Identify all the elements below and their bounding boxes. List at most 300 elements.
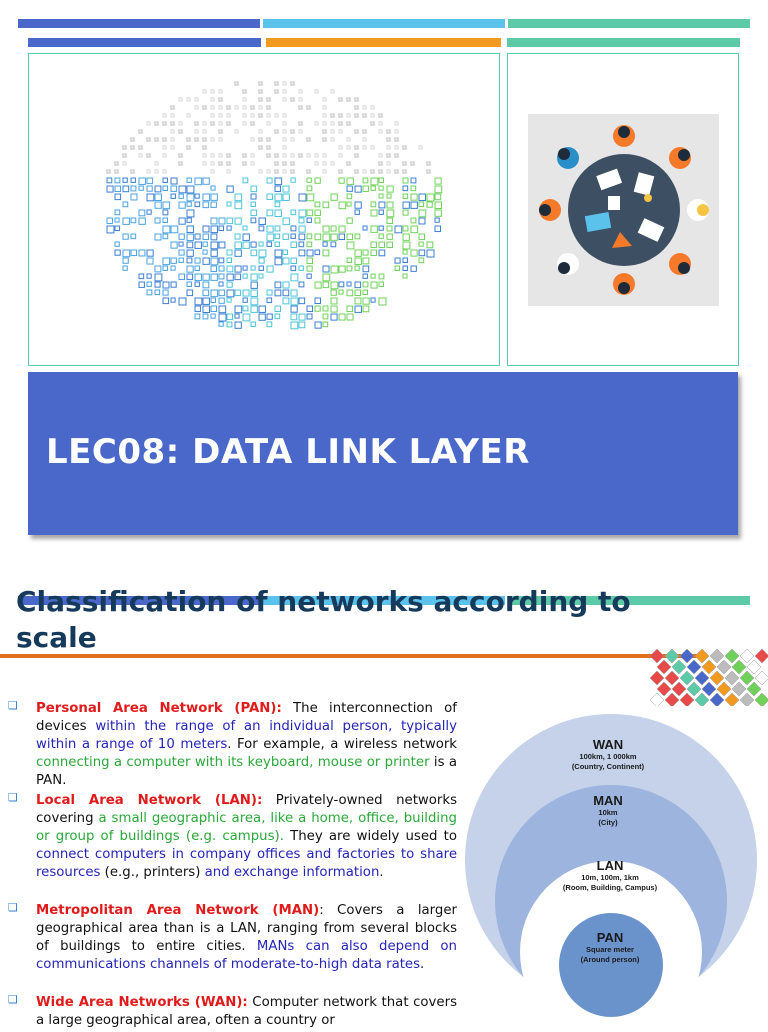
map-dot (203, 154, 206, 157)
map-dot (235, 290, 241, 296)
map-dot (387, 242, 393, 248)
map-dot (347, 98, 350, 101)
map-dot (403, 146, 406, 149)
second-bar-3 (507, 38, 740, 47)
map-dot (123, 234, 128, 239)
map-dot (131, 138, 134, 141)
map-dot (219, 306, 226, 313)
map-dot (291, 314, 297, 320)
map-dot (283, 258, 289, 264)
map-dot (291, 98, 294, 101)
map-dot (267, 178, 272, 183)
map-dot (299, 90, 302, 93)
map-dot (195, 258, 200, 263)
map-dot (139, 210, 145, 216)
map-dot (227, 154, 230, 157)
map-dot (243, 162, 246, 165)
map-dot (131, 170, 134, 173)
map-dot (219, 290, 225, 296)
map-dot (251, 122, 254, 125)
map-dot (219, 154, 222, 157)
map-dot (171, 282, 176, 287)
map-dot (395, 154, 398, 157)
map-dot (155, 186, 161, 192)
map-dot (411, 178, 416, 183)
map-dot (379, 274, 384, 279)
map-dot (155, 202, 161, 208)
map-dot (371, 202, 376, 207)
map-dot (139, 274, 144, 279)
map-dot (203, 178, 209, 184)
map-dot (355, 290, 360, 295)
map-dot (251, 266, 255, 270)
map-dot (331, 130, 334, 133)
map-dot (379, 170, 382, 173)
map-dot (131, 186, 136, 191)
map-dot (339, 234, 344, 239)
map-dot (195, 98, 198, 101)
map-dot (179, 130, 182, 133)
map-dot (107, 170, 110, 173)
map-dot (267, 226, 273, 232)
map-dot (291, 266, 296, 271)
map-dot (347, 178, 353, 184)
map-dot (251, 298, 258, 305)
map-dot (163, 234, 168, 239)
diamond-tile (665, 649, 679, 663)
map-dot (355, 202, 361, 208)
map-dot (219, 282, 223, 286)
map-dot (211, 194, 217, 200)
diamond-tile (657, 682, 671, 696)
diamond-tile (650, 671, 664, 685)
map-dot (291, 178, 295, 182)
map-dot (379, 242, 384, 247)
map-dot (179, 234, 184, 239)
meeting-table-image (528, 114, 719, 306)
map-dot (211, 98, 214, 101)
map-dot (131, 194, 137, 200)
map-dot (339, 266, 345, 272)
map-dot (139, 250, 145, 256)
map-dot (171, 122, 174, 125)
world-map-frame (28, 53, 500, 366)
map-dot (123, 202, 128, 207)
map-dot (227, 226, 231, 230)
map-dot (299, 250, 305, 256)
map-dot (347, 306, 353, 312)
map-dot (307, 274, 311, 278)
map-dot (131, 234, 136, 239)
map-dot (203, 290, 209, 296)
map-dot (163, 210, 168, 215)
map-dot (147, 210, 151, 214)
map-dot (251, 250, 257, 256)
map-dot (315, 298, 321, 304)
map-dot (275, 202, 280, 207)
map-dot (219, 130, 222, 133)
map-dot (307, 178, 311, 182)
map-dot (331, 90, 334, 93)
map-dot (355, 234, 360, 239)
map-dot (323, 226, 329, 232)
map-dot (211, 122, 214, 125)
map-dot (323, 234, 330, 241)
map-dot (435, 226, 441, 232)
map-dot (267, 210, 273, 216)
network-definitions (36, 700, 457, 1032)
map-dot (283, 234, 288, 239)
map-dot (211, 186, 215, 190)
map-dot (323, 306, 328, 311)
map-dot (395, 266, 400, 271)
map-dot (419, 250, 425, 256)
map-dot (227, 282, 232, 287)
map-dot (203, 122, 206, 125)
map-dot (243, 298, 247, 302)
map-dot (115, 186, 121, 192)
map-dot (371, 226, 377, 232)
map-dot (211, 242, 218, 249)
diamond-tile (717, 660, 731, 674)
diamond-tile (702, 682, 716, 696)
map-dot (251, 210, 257, 216)
top-bar-3 (508, 19, 750, 28)
map-dot (339, 314, 345, 320)
map-dot (203, 138, 206, 141)
map-dot (235, 106, 238, 109)
map-dot (211, 226, 218, 233)
map-dot (171, 186, 176, 191)
map-dot (123, 186, 129, 192)
map-dot (219, 98, 222, 101)
map-dot (395, 130, 398, 133)
map-dot (219, 90, 222, 93)
map-dot (235, 218, 241, 224)
map-dot (299, 106, 302, 109)
map-dot (307, 210, 313, 216)
map-dot (147, 186, 152, 191)
map-dot (387, 138, 390, 141)
map-dot (147, 178, 153, 184)
map-dot (179, 274, 184, 279)
map-dot (363, 114, 366, 117)
diamond-tile (665, 671, 679, 685)
map-dot (403, 178, 408, 183)
map-dot (259, 138, 262, 141)
diamond-tile (687, 660, 701, 674)
map-dot (203, 106, 206, 109)
map-dot (355, 98, 358, 101)
map-dot (227, 122, 230, 125)
map-dot (339, 146, 342, 149)
map-dot (275, 186, 280, 191)
map-dot (171, 194, 175, 198)
diamond-tile (687, 682, 701, 696)
map-dot (315, 162, 318, 165)
map-dot (315, 282, 321, 288)
map-dot (139, 154, 142, 157)
map-dot (267, 242, 271, 246)
map-dot (323, 242, 327, 246)
map-dot (379, 162, 382, 165)
map-dot (179, 298, 186, 305)
map-dot (147, 194, 154, 201)
map-dot (171, 178, 177, 184)
map-dot (187, 290, 193, 296)
map-dot (163, 154, 166, 157)
map-dot (283, 114, 286, 117)
diamond-tile (650, 649, 664, 663)
map-dot (235, 194, 242, 201)
map-dot (123, 258, 128, 263)
map-dot (195, 274, 201, 280)
diamond-tile (747, 660, 761, 674)
map-dot (227, 266, 233, 272)
map-dot (363, 178, 368, 183)
map-dot (339, 170, 342, 173)
map-dot (291, 82, 294, 85)
map-dot (283, 218, 290, 225)
map-dot (219, 314, 226, 321)
map-dot (123, 146, 126, 149)
map-dot (379, 178, 384, 183)
map-dot (347, 314, 353, 320)
map-dot (339, 226, 345, 232)
map-dot (259, 170, 262, 173)
map-dot (211, 314, 215, 318)
map-dot (195, 138, 198, 141)
map-dot (435, 178, 441, 184)
map-dot (307, 138, 310, 141)
map-dot (403, 266, 407, 270)
map-dot (243, 266, 247, 270)
map-dot (291, 226, 296, 231)
map-dot (211, 298, 215, 302)
map-dot (347, 202, 351, 206)
map-dot (195, 314, 200, 319)
map-dot (355, 298, 361, 304)
map-dot (107, 186, 113, 192)
map-dot (187, 274, 193, 280)
map-dot (179, 218, 185, 224)
map-dot (339, 290, 343, 294)
map-dot (419, 234, 425, 240)
map-dot (211, 154, 214, 157)
map-dot (139, 146, 142, 149)
map-dot (291, 234, 295, 238)
title-band (28, 372, 738, 535)
map-dot (275, 226, 280, 231)
map-dot (355, 210, 359, 214)
pan-label: PAN Square meter (Around person) (580, 930, 640, 964)
map-dot (219, 162, 222, 165)
map-dot (147, 282, 151, 286)
map-dot (147, 250, 153, 256)
map-dot (347, 138, 350, 141)
bullet-man: Metropolitan Area Network (MAN): Covers a larger geographical area than is a LAN, ranging from several blocks of buildings to entire cities. MANs can also depend on communications channels of moderate-to-high data rates. (36, 903, 457, 972)
map-dot (259, 106, 262, 109)
map-dot (259, 266, 263, 270)
map-dot (387, 146, 390, 149)
map-dot (275, 162, 278, 165)
map-dot (131, 218, 136, 223)
diamond-tile (747, 682, 761, 696)
map-dot (227, 274, 233, 280)
map-dot (371, 170, 374, 173)
map-dot (211, 218, 217, 224)
top-bar-1 (18, 19, 260, 28)
map-dot (339, 122, 342, 125)
map-dot (179, 242, 183, 246)
map-dot (427, 242, 433, 248)
map-dot (371, 186, 375, 190)
map-dot (315, 178, 320, 183)
map-dot (331, 306, 337, 312)
diamond-tile (672, 682, 686, 696)
map-dot (115, 218, 119, 222)
map-dot (403, 274, 407, 278)
map-dot (267, 106, 270, 109)
map-dot (243, 242, 249, 248)
map-dot (267, 194, 272, 199)
map-dot (379, 114, 382, 117)
map-dot (115, 178, 120, 183)
map-dot (379, 154, 382, 157)
map-dot (291, 162, 294, 165)
map-dot (187, 242, 193, 248)
map-dot (307, 306, 312, 311)
map-dot (235, 266, 241, 272)
map-dot (411, 194, 417, 200)
diamond-tile (725, 671, 739, 685)
diamond-tile (680, 671, 694, 685)
map-dot (299, 226, 305, 232)
map-dot (283, 130, 286, 133)
map-dot (227, 322, 232, 327)
map-dot (403, 202, 409, 208)
top-bar-2 (263, 19, 505, 28)
map-dot (371, 282, 377, 288)
map-dot (187, 258, 192, 263)
map-dot (179, 98, 182, 101)
map-dot (147, 122, 150, 125)
diamond-tile (732, 682, 746, 696)
map-dot (339, 114, 342, 117)
map-dot (243, 122, 246, 125)
map-dot (259, 226, 264, 231)
map-dot (123, 250, 130, 257)
map-dot (243, 290, 249, 296)
map-dot (363, 298, 369, 304)
map-dot (203, 282, 209, 288)
map-dot (411, 186, 416, 191)
map-dot (187, 234, 193, 240)
map-dot (355, 282, 361, 288)
diamond-tile (672, 660, 686, 674)
map-dot (331, 290, 336, 295)
map-dot (323, 266, 329, 272)
map-dot (283, 154, 286, 157)
map-dot (379, 122, 382, 125)
map-dot (347, 186, 352, 191)
map-dot (339, 282, 344, 287)
map-dot (243, 106, 246, 109)
map-dot (291, 306, 297, 312)
map-dot (123, 178, 127, 182)
map-dot (147, 274, 151, 278)
map-dot (275, 154, 278, 157)
map-dot (419, 218, 425, 224)
map-dot (195, 202, 200, 207)
map-dot (435, 202, 441, 208)
map-dot (355, 170, 358, 173)
map-dot (227, 162, 230, 165)
map-dot (227, 202, 231, 206)
map-dot (243, 154, 246, 157)
map-dot (227, 314, 233, 320)
map-dot (259, 314, 265, 320)
map-dot (307, 266, 312, 271)
map-dot (275, 250, 282, 257)
slide2-title: Classification of networks according to scale (16, 585, 631, 654)
map-dot (203, 194, 210, 201)
map-dot (179, 250, 184, 255)
map-dot (203, 258, 209, 264)
map-dot (403, 186, 408, 191)
map-dot (331, 314, 337, 320)
diamond-tile (740, 671, 754, 685)
map-dot (267, 98, 270, 101)
map-dot (299, 154, 302, 157)
map-dot (347, 162, 350, 165)
map-dot (251, 194, 256, 199)
map-dot (331, 234, 337, 240)
bullet-icon: ❑ (8, 901, 18, 914)
map-dot (403, 210, 408, 215)
map-dot (403, 226, 408, 231)
map-dot (211, 90, 214, 93)
map-dot (251, 114, 254, 117)
map-dot (163, 266, 167, 270)
map-dot (363, 130, 366, 133)
map-dot (275, 82, 278, 85)
map-dot (227, 106, 230, 109)
map-dot (355, 266, 359, 270)
map-dot (267, 122, 270, 125)
map-dot (323, 162, 326, 165)
map-dot (107, 218, 112, 223)
map-dot (379, 250, 385, 256)
map-dot (107, 226, 114, 233)
map-dot (363, 146, 366, 149)
map-dot (291, 258, 297, 264)
map-dot (187, 250, 193, 256)
bullet-icon: ❑ (8, 699, 18, 712)
map-dot (275, 258, 282, 265)
map-dot (259, 146, 262, 149)
map-dot (395, 146, 398, 149)
map-dot (155, 138, 158, 141)
map-dot (331, 226, 336, 231)
map-dot (147, 138, 150, 141)
map-dot (299, 194, 306, 201)
map-dot (259, 274, 263, 278)
map-dot (355, 258, 361, 264)
map-dot (251, 290, 257, 296)
map-dot (355, 250, 361, 256)
map-dot (195, 298, 202, 305)
